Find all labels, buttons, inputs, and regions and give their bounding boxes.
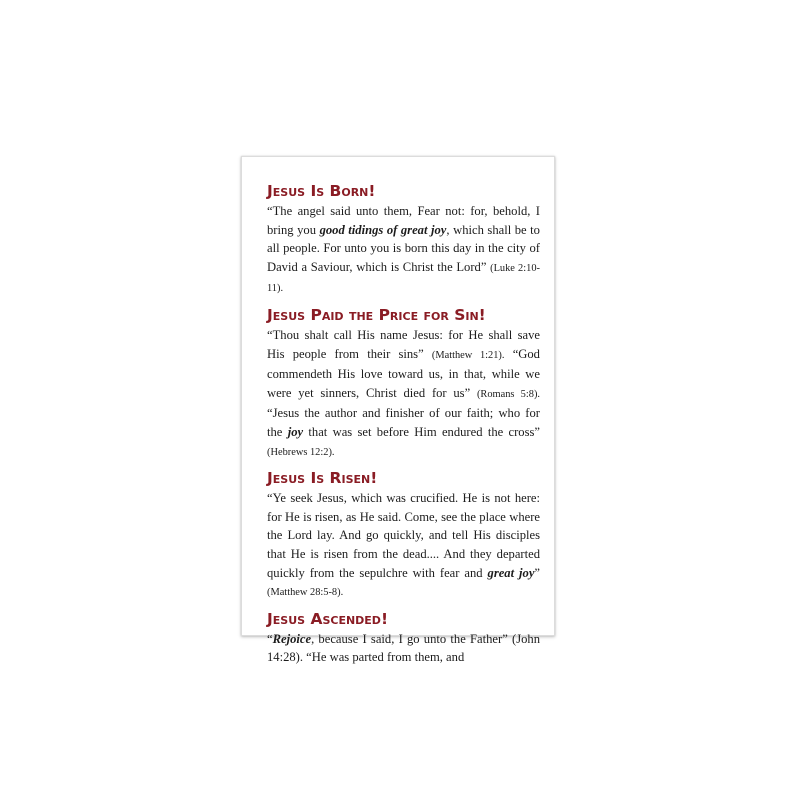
section-jesus-is-risen	[267, 468, 540, 603]
gospel-tract-card	[241, 156, 555, 665]
section-jesus-paid-the-price	[267, 305, 540, 462]
section-body	[267, 202, 540, 299]
verse-text: “Jesus the author and finisher of our faith; who for the	[267, 406, 540, 439]
section-body	[267, 630, 540, 667]
section-heading: Jesus Is Risen!	[267, 469, 378, 488]
emphasis-text: good tidings of great joy	[319, 222, 447, 237]
section-body	[267, 326, 540, 462]
section-heading: Jesus Paid the Price for Sin!	[267, 305, 486, 324]
emphasis-text: joy	[287, 424, 304, 439]
verse-text: “Ye seek Jesus, which was crucified. He is not here: for He is risen, as He said. Come, see the place where the Lord lay. And go quickly, and tell His disciples that He is risen from the dead.... And they departed quickly from the sepulchre with fear and	[267, 491, 540, 580]
section-jesus-is-born	[267, 181, 540, 299]
scripture-reference: (Romans 5:8).	[476, 388, 540, 400]
verse-text: “Thou shalt call His name Jesus: for He shall save His people from their sins”	[267, 327, 540, 361]
emphasis-text: Rejoice	[272, 631, 312, 646]
scripture-reference: (Matthew 28:5-8).	[267, 587, 344, 599]
verse-text: “God commendeth His love toward us, in that, while we were yet sinners, Christ died for us”	[267, 346, 540, 400]
verse-text: ”	[534, 565, 541, 580]
verse-text: “The angel said unto them, Fear not: for, behold, I bring you	[267, 204, 540, 237]
section-body	[267, 489, 540, 603]
verse-text: , which shall be to all people. For unto you is born this day in the city of David a Saviour, which is Christ the Lord”	[267, 222, 540, 274]
section-heading: Jesus Ascended!	[267, 609, 389, 628]
verse-text: that was set before Him endured the cross”	[303, 424, 540, 439]
scripture-reference: (Luke 2:10-11).	[267, 262, 540, 295]
verse-text: “	[267, 631, 273, 646]
section-jesus-ascended	[267, 609, 540, 667]
scripture-reference: (Matthew 1:21).	[431, 349, 505, 361]
verse-text: , because I said, I go unto the Father” (John 14:28). “He was parted from them, and	[267, 631, 540, 665]
scripture-reference: (Hebrews 12:2).	[267, 446, 335, 458]
section-heading: Jesus Is Born!	[267, 182, 376, 200]
emphasis-text: great joy	[487, 565, 535, 580]
